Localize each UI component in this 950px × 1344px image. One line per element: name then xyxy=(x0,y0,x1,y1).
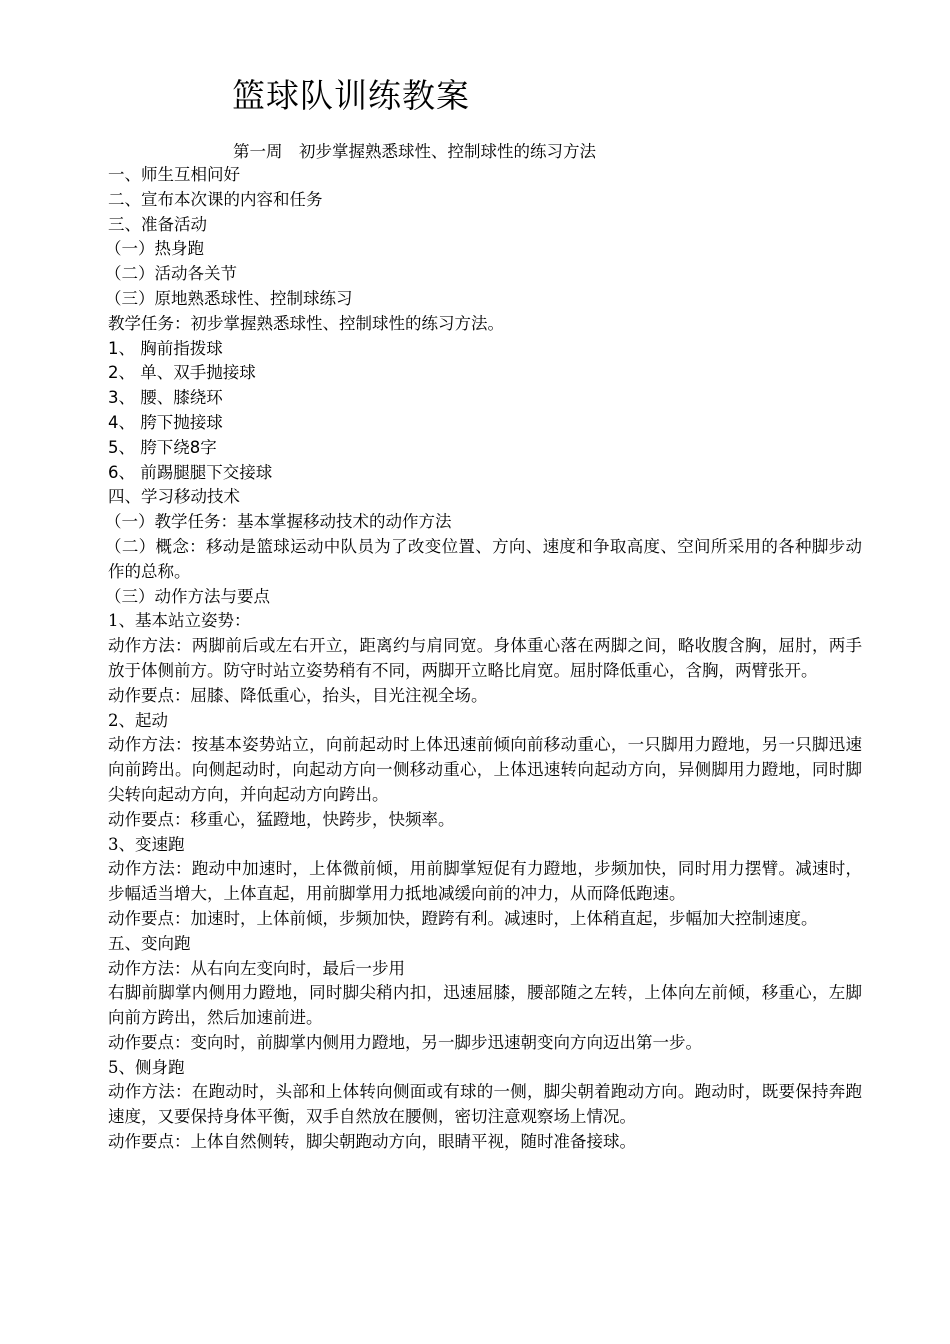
paragraph: 动作要点：变向时，前脚掌内侧用力蹬地，另一脚步迅速朝变向方向迈出第一步。 xyxy=(108,1032,702,1052)
paragraph: 动作要点：加速时，上体前倾，步频加快，蹬跨有利。减速时，上体稍直起，步幅加大控制速度。 xyxy=(108,908,818,928)
numbered-item: 3、 腰、膝绕环 xyxy=(108,388,223,408)
paragraph: 动作方法：两脚前后或左右开立，距离约与肩同宽。身体重心落在两脚之间，略收腹含胸，屈肘，两手放于体侧前方。防守时站立姿势稍有不同，两脚开立略比肩宽。屈肘降低重心，含胸，两臂张开。 xyxy=(108,636,862,680)
numbered-item: 2、 单、双手抛接球 xyxy=(108,363,256,383)
text-line: 教学任务：初步掌握熟悉球性、控制球性的练习方法。 xyxy=(108,313,504,333)
subsection-heading: 1、基本站立姿势： xyxy=(108,611,251,631)
document-title: 篮球队训练教案 xyxy=(232,76,470,115)
text-line: （三）动作方法与要点 xyxy=(105,586,270,606)
subsection-heading: 3、变速跑 xyxy=(108,834,185,854)
document-subtitle: 第一周 初步掌握熟悉球性、控制球性的练习方法 xyxy=(233,142,596,161)
document-body xyxy=(105,163,862,1155)
paragraph: 动作方法：按基本姿势站立，向前起动时上体迅速前倾向前移动重心，一只脚用力蹬地，另一只脚迅速向前跨出。向侧起动时，向起动方向一侧移动重心，上体迅速转向起动方向，异侧脚用力蹬地，同时脚尖转向起动方向，并向起动方向跨出。 xyxy=(108,735,862,804)
numbered-item: 5、 胯下绕8字 xyxy=(108,437,217,457)
text-line: 一、师生互相问好 xyxy=(108,165,240,184)
paragraph: 动作方法：跑动中加速时，上体微前倾，用前脚掌短促有力蹬地，步频加快，同时用力摆臂。减速时，步幅适当增大，上体直起，用前脚掌用力抵地减缓向前的冲力，从而降低跑速。 xyxy=(108,859,862,904)
text-line: （三）原地熟悉球性、控制球练习 xyxy=(105,288,353,308)
section-heading: 四、学习移动技术 xyxy=(108,487,240,507)
text-line: （一）热身跑 xyxy=(105,239,204,259)
section-heading: 五、变向跑 xyxy=(108,933,191,953)
text-line: 二、宣布本次课的内容和任务 xyxy=(108,189,323,209)
text-line: （二）活动各关节 xyxy=(105,264,237,284)
text-line: 三、准备活动 xyxy=(108,214,207,234)
text-line: （一）教学任务：基本掌握移动技术的动作方法 xyxy=(105,512,452,532)
subsection-heading: 5、侧身跑 xyxy=(108,1057,185,1077)
paragraph: 动作要点：屈膝、降低重心，抬头，目光注视全场。 xyxy=(108,685,488,705)
paragraph: 动作方法：从右向左变向时，最后一步用 xyxy=(108,958,405,978)
paragraph: （二）概念：移动是篮球运动中队员为了改变位置、方向、速度和争取高度、空间所采用的各种脚步动作的总称。 xyxy=(105,536,862,581)
numbered-item: 4、 胯下抛接球 xyxy=(108,412,223,432)
numbered-item: 1、 胸前指拨球 xyxy=(108,338,223,358)
paragraph: 右脚前脚掌内侧用力蹬地，同时脚尖稍内扣，迅速屈膝，腰部随之左转，上体向左前倾，移重心，左脚向前方跨出，然后加速前进。 xyxy=(108,983,862,1028)
paragraph: 动作方法：在跑动时，头部和上体转向侧面或有球的一侧，脚尖朝着跑动方向。跑动时，既要保持奔跑速度，又要保持身体平衡，双手自然放在腰侧，密切注意观察场上情况。 xyxy=(108,1082,862,1127)
numbered-item: 6、 前踢腿腿下交接球 xyxy=(108,462,273,482)
subsection-heading: 2、起动 xyxy=(108,710,168,730)
paragraph: 动作要点：上体自然侧转，脚尖朝跑动方向，眼睛平视，随时准备接球。 xyxy=(108,1132,636,1152)
paragraph: 动作要点：移重心，猛蹬地，快跨步，快频率。 xyxy=(108,809,455,829)
